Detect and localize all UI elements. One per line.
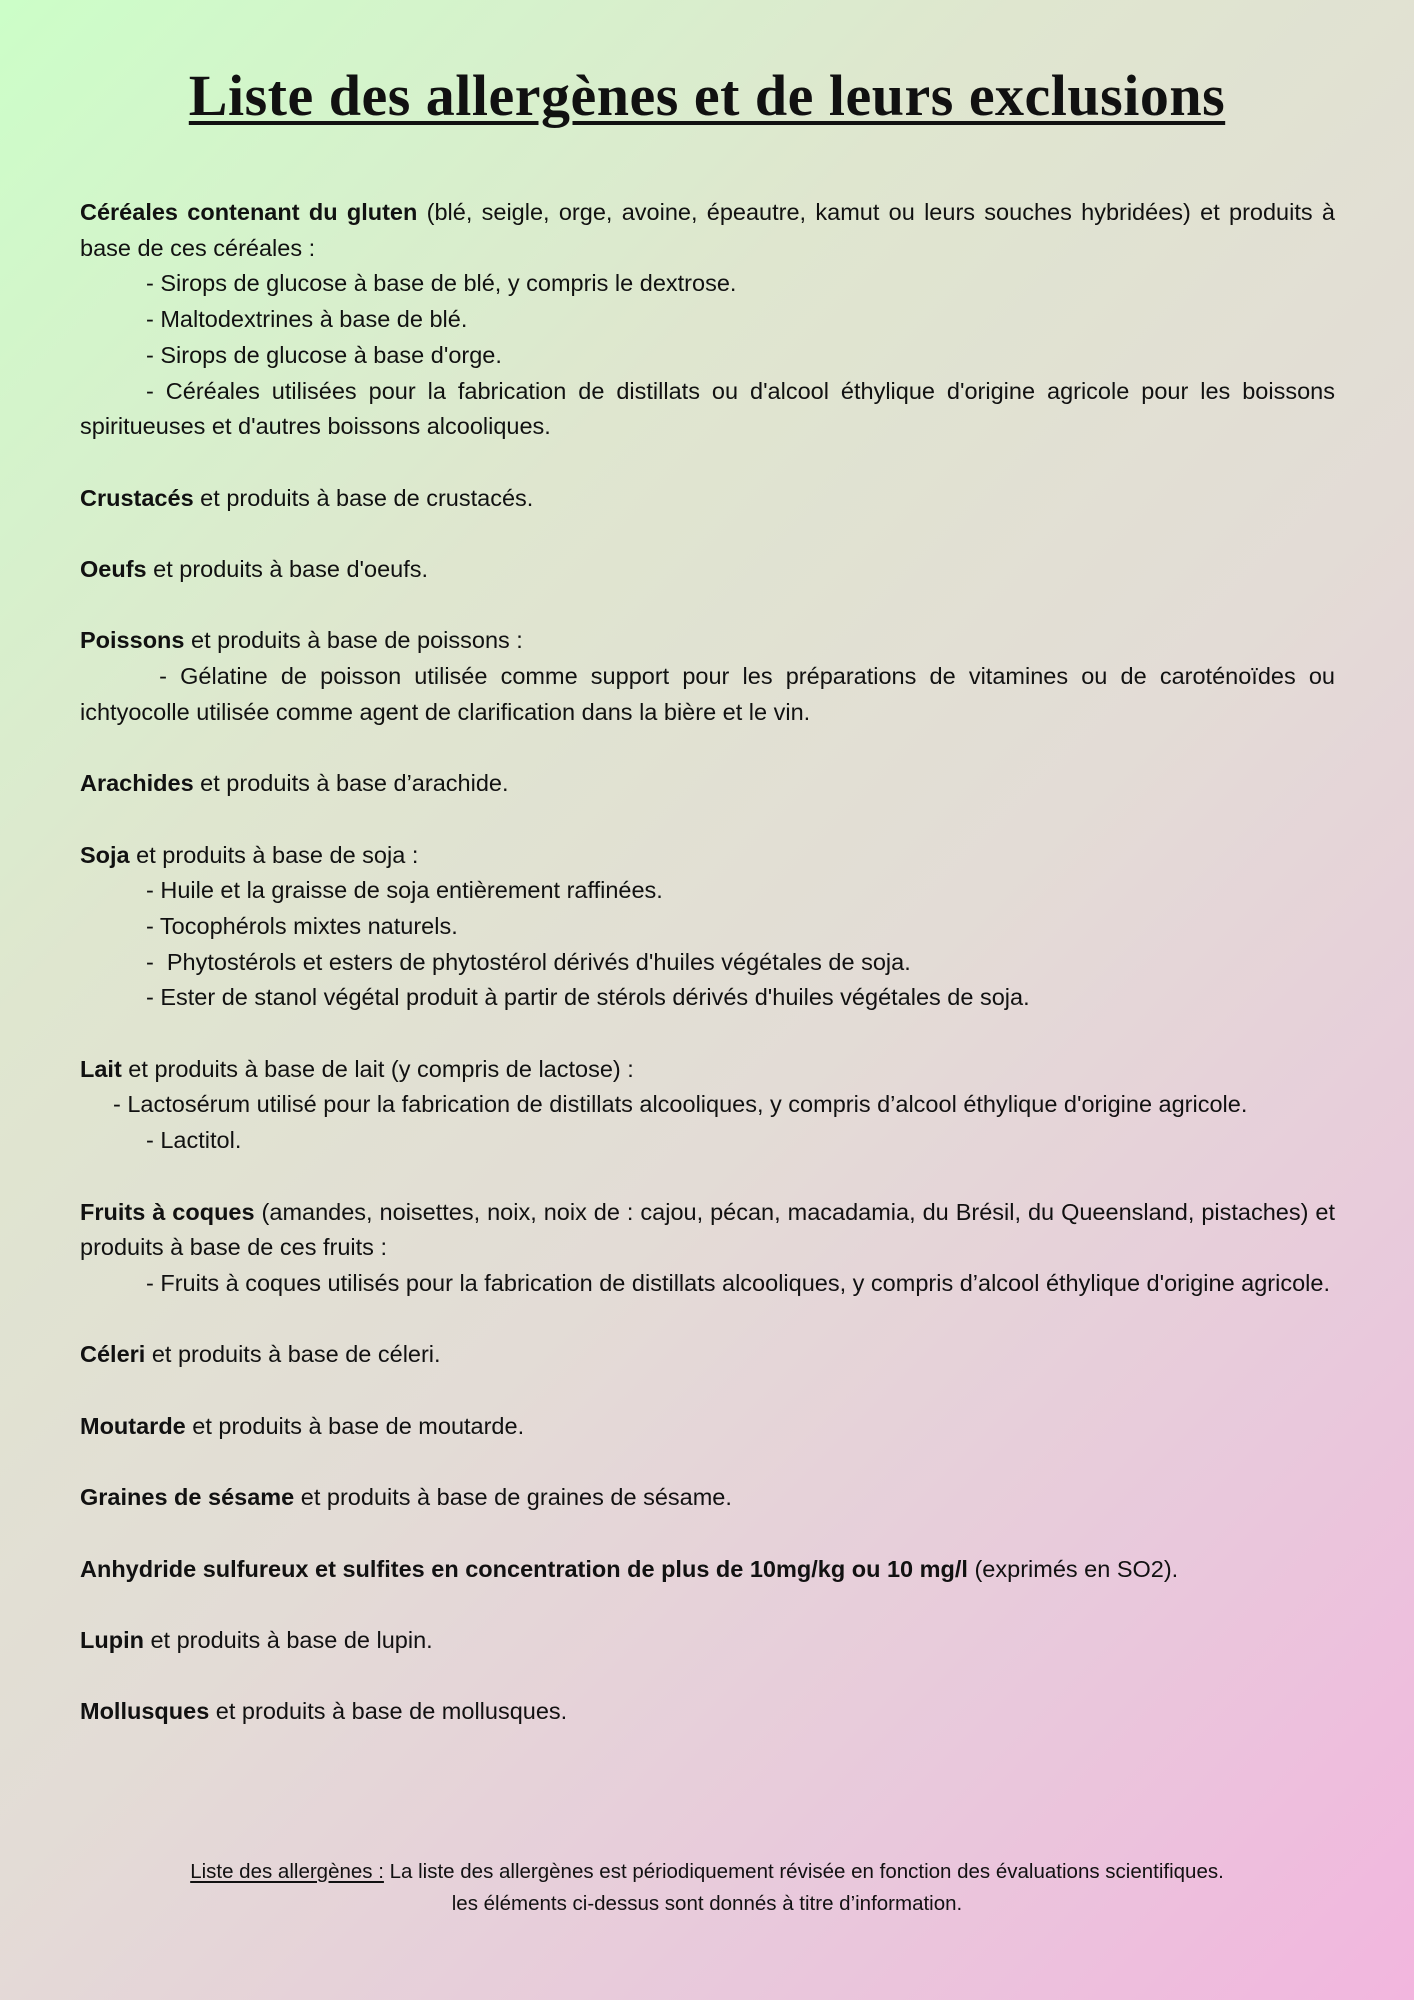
allergen-name: Anhydride sulfureux et sulfites en concentration de plus de 10mg/kg ou 10 mg/l	[80, 1555, 968, 1582]
section-heading	[80, 1409, 1335, 1445]
section-heading	[80, 766, 1335, 802]
footer-note	[60, 1856, 1354, 1920]
section-soja	[80, 838, 1335, 1017]
allergen-name: Poissons	[80, 627, 185, 654]
section-lupin	[80, 1623, 1335, 1659]
allergen-description: et produits à base de graines de sésame.	[294, 1484, 732, 1511]
section-fruits-a-coques	[80, 1195, 1335, 1302]
section-heading	[80, 1195, 1335, 1266]
section-heading	[80, 1694, 1335, 1730]
section-heading	[80, 481, 1335, 517]
allergen-name: Céleri	[80, 1341, 146, 1368]
exclusion-item: - Gélatine de poisson utilisée comme support pour les préparations de vitamines ou de caroténoïdes ou ichtyocolle utilisée comme agent de clarification dans la bière et le vin.	[80, 663, 1342, 725]
exclusion-item: - Ester de stanol végétal produit à partir de stérols dérivés d'huiles végétales de soja.	[146, 984, 1030, 1011]
allergen-name: Fruits à coques	[80, 1198, 255, 1225]
allergen-name: Crustacés	[80, 484, 194, 511]
allergen-description: et produits à base de céleri.	[145, 1341, 441, 1368]
exclusion-item: - Céréales utilisées pour la fabrication de distillats ou d'alcool éthylique d'origine agricole pour les boissons spiritueuses et d'autres boissons alcooliques.	[80, 377, 1342, 440]
section-poissons	[80, 623, 1342, 730]
section-lait	[80, 1052, 1335, 1159]
exclusion-item: - Fruits à coques utilisés pour la fabrication de distillats alcooliques, y compris d’alcool éthylique d'origine agricole.	[146, 1269, 1330, 1296]
exclusion-item: - Sirops de glucose à base de blé, y compris le dextrose.	[146, 270, 737, 297]
section-sulfites	[80, 1552, 1335, 1588]
exclusion-item: - Lactosérum utilisé pour la fabrication de distillats alcooliques, y compris d’alcool éthylique d'origine agricole.	[113, 1091, 1248, 1118]
section-cereales	[80, 195, 1342, 445]
footer-text: La liste des allergènes est périodiquement révisée en fonction des évaluations scientifiques.	[383, 1860, 1224, 1883]
allergen-description: et produits à base d'oeufs.	[146, 556, 429, 582]
allergen-description: et produits à base de lait (y compris de lactose) :	[121, 1055, 634, 1082]
allergen-description: et produits à base de lupin.	[143, 1626, 433, 1653]
section-heading	[80, 623, 1335, 659]
exclusion-item: - Lactitol.	[146, 1127, 242, 1154]
section-heading	[80, 838, 1335, 874]
allergen-description: et produits à base de poissons :	[184, 627, 523, 654]
section-mollusques	[80, 1694, 1335, 1730]
section-heading	[80, 1552, 1335, 1588]
section-heading	[80, 1052, 1335, 1088]
section-heading	[80, 552, 1335, 588]
section-oeufs	[80, 552, 1335, 588]
exclusion-item: - Maltodextrines à base de blé.	[146, 306, 468, 333]
page-title: Liste des allergènes et de leurs exclusions	[188, 63, 1226, 128]
footer-label: Liste des allergènes :	[190, 1860, 384, 1883]
allergen-name: Mollusques	[80, 1698, 210, 1725]
allergen-description: et produits à base de moutarde.	[185, 1412, 525, 1439]
section-heading	[80, 1480, 1335, 1516]
section-arachides	[80, 766, 1335, 802]
allergen-list	[80, 195, 1342, 1766]
section-moutarde	[80, 1409, 1335, 1445]
section-sesame	[80, 1480, 1335, 1516]
exclusion-item: - Tocophérols mixtes naturels.	[146, 912, 458, 939]
allergen-description: (amandes, noisettes, noix, noix de : cajou, pécan, macadamia, du Brésil, du Queensland, pistaches) et produits à base de ces fruits :	[80, 1198, 1335, 1261]
allergen-name: Céréales contenant du gluten	[80, 199, 418, 225]
allergen-description: (exprimés en SO2).	[967, 1555, 1179, 1582]
allergen-description: et produits à base d’arachide.	[193, 770, 509, 797]
allergen-name: Arachides	[80, 770, 194, 797]
section-heading	[80, 1623, 1335, 1659]
allergen-name: Graines de sésame	[80, 1484, 295, 1511]
allergen-description: (blé, seigle, orge, avoine, épeautre, kamut ou leurs souches hybridées) et produits à base de ces céréales :	[80, 199, 1335, 261]
exclusion-item: - Huile et la graisse de soja entièrement raffinées.	[146, 877, 663, 904]
exclusion-item: - Sirops de glucose à base d'orge.	[146, 341, 502, 368]
footer-line2: les éléments ci-dessus sont donnés à titre d’information.	[451, 1892, 963, 1915]
allergen-description: et produits à base de crustacés.	[193, 484, 534, 511]
allergen-description: et produits à base de mollusques.	[209, 1698, 568, 1725]
section-heading	[80, 1337, 1335, 1373]
allergen-description: et produits à base de soja :	[129, 841, 419, 868]
allergen-name: Oeufs	[80, 556, 147, 582]
allergen-name: Lupin	[80, 1626, 144, 1653]
section-heading	[80, 195, 1335, 266]
allergen-name: Lait	[80, 1055, 122, 1082]
allergen-name: Moutarde	[80, 1412, 186, 1439]
allergen-name: Soja	[80, 841, 130, 868]
section-crustaces	[80, 481, 1335, 517]
section-celeri	[80, 1337, 1335, 1373]
exclusion-item: - Phytostérols et esters de phytostérol dérivés d'huiles végétales de soja.	[146, 948, 911, 975]
